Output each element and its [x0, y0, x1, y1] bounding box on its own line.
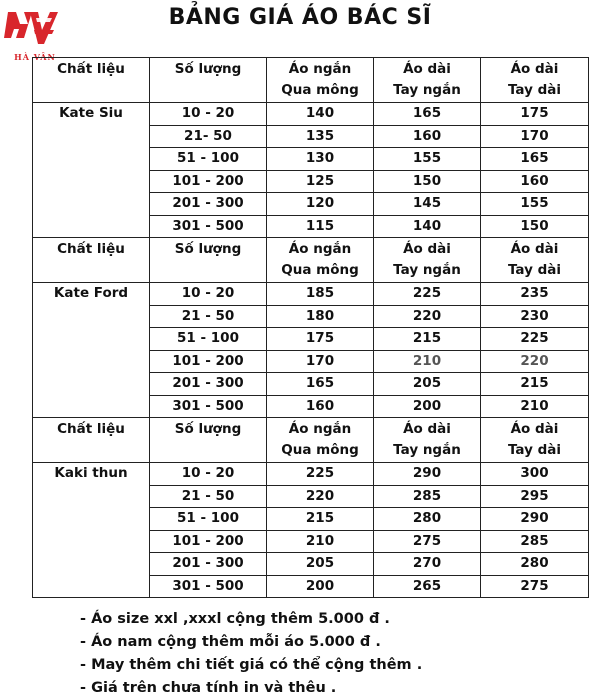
price-cell: 200: [267, 575, 374, 598]
quantity-cell: 301 - 500: [150, 395, 267, 418]
notes: [80, 608, 422, 700]
header-material: [33, 238, 150, 283]
quantity-cell: 10 - 20: [150, 103, 267, 126]
price-cell: 150: [374, 170, 481, 193]
header-long-coat-long-sleeve: [481, 418, 589, 463]
header-short-coat-line1: Áo ngắn: [288, 61, 352, 77]
price-cell: 210: [267, 530, 374, 553]
header-material-line1: Chất liệu: [57, 241, 125, 257]
price-cell: 230: [481, 305, 589, 328]
table-row: [33, 283, 589, 306]
material-cell: Kate Siu: [33, 103, 150, 238]
quantity-cell: 101 - 200: [150, 530, 267, 553]
header-quantity-line1: Số lượng: [174, 241, 242, 257]
header-short-coat: [267, 418, 374, 463]
price-cell: 285: [481, 530, 589, 553]
quantity-cell: 10 - 20: [150, 463, 267, 486]
header-long-coat-short-sleeve: [374, 418, 481, 463]
header-quantity-line1: Số lượng: [174, 61, 242, 77]
quantity-cell: 21- 50: [150, 125, 267, 148]
price-cell: 170: [481, 125, 589, 148]
header-quantity-line1: Số lượng: [174, 421, 242, 437]
price-cell: 135: [267, 125, 374, 148]
price-cell: 275: [374, 530, 481, 553]
price-cell: 140: [374, 215, 481, 238]
header-long-coat-short-sleeve: [374, 238, 481, 283]
price-cell: 155: [481, 193, 589, 216]
header-long-coat-short-sleeve-line1: Áo dài: [403, 421, 451, 437]
header-short-coat-line1: Áo ngắn: [288, 421, 352, 437]
price-cell: 150: [481, 215, 589, 238]
table-row: [33, 103, 589, 126]
price-cell: 120: [267, 193, 374, 216]
price-cell: 165: [267, 373, 374, 396]
price-cell: 220: [374, 305, 481, 328]
price-cell: 125: [267, 170, 374, 193]
header-material-line1: Chất liệu: [57, 421, 125, 437]
price-cell: 165: [374, 103, 481, 126]
quantity-cell: 21 - 50: [150, 485, 267, 508]
header-long-coat-short-sleeve-line2: Tay ngắn: [393, 82, 461, 98]
price-cell: 200: [374, 395, 481, 418]
header-long-coat-long-sleeve-line1: Áo dài: [510, 241, 559, 257]
price-cell: 175: [267, 328, 374, 351]
price-cell: 215: [374, 328, 481, 351]
header-material-line1: Chất liệu: [57, 61, 125, 77]
quantity-cell: 301 - 500: [150, 575, 267, 598]
price-cell: 170: [267, 350, 374, 373]
price-cell: 130: [267, 148, 374, 171]
header-long-coat-long-sleeve-line2: Tay dài: [507, 262, 562, 278]
quantity-cell: 51 - 100: [150, 508, 267, 531]
price-table-body: [33, 58, 589, 598]
table-header-row: [33, 58, 589, 103]
note-item: - Áo size xxl ,xxxl cộng thêm 5.000 đ .: [80, 611, 390, 627]
header-quantity: [150, 238, 267, 283]
price-cell: 220: [481, 350, 589, 373]
header-material: [33, 58, 150, 103]
table-header-row: [33, 238, 589, 283]
price-cell: 290: [374, 463, 481, 486]
price-cell: 225: [481, 328, 589, 351]
header-long-coat-short-sleeve: [374, 58, 481, 103]
table-header-row: [33, 418, 589, 463]
price-cell: 225: [267, 463, 374, 486]
price-cell: 115: [267, 215, 374, 238]
header-short-coat-line2: Qua mông: [281, 442, 359, 458]
price-cell: 155: [374, 148, 481, 171]
header-material: [33, 418, 150, 463]
quantity-cell: 101 - 200: [150, 350, 267, 373]
header-long-coat-short-sleeve-line2: Tay ngắn: [393, 262, 461, 278]
quantity-cell: 201 - 300: [150, 193, 267, 216]
header-quantity: [150, 418, 267, 463]
price-cell: 225: [374, 283, 481, 306]
header-short-coat: [267, 58, 374, 103]
quantity-cell: 21 - 50: [150, 305, 267, 328]
price-cell: 215: [267, 508, 374, 531]
note-item: - Áo nam cộng thêm mỗi áo 5.000 đ .: [80, 634, 381, 650]
header-long-coat-long-sleeve-line2: Tay dài: [507, 442, 562, 458]
header-long-coat-long-sleeve: [481, 58, 589, 103]
header-long-coat-long-sleeve: [481, 238, 589, 283]
price-table: [32, 57, 589, 598]
price-cell: 160: [481, 170, 589, 193]
price-cell: 160: [267, 395, 374, 418]
price-cell: 180: [267, 305, 374, 328]
material-cell: Kaki thun: [33, 463, 150, 598]
price-cell: 290: [481, 508, 589, 531]
price-cell: 270: [374, 553, 481, 576]
price-cell: 160: [374, 125, 481, 148]
price-cell: 285: [374, 485, 481, 508]
header-quantity: [150, 58, 267, 103]
note-item: - May thêm chi tiết giá có thể cộng thêm .: [80, 657, 423, 673]
quantity-cell: 201 - 300: [150, 553, 267, 576]
page-title: BẢNG GIÁ ÁO BÁC SĨ: [168, 5, 432, 30]
price-cell: 175: [481, 103, 589, 126]
quantity-cell: 201 - 300: [150, 373, 267, 396]
quantity-cell: 301 - 500: [150, 215, 267, 238]
price-cell: 205: [267, 553, 374, 576]
price-cell: 280: [481, 553, 589, 576]
price-cell: 185: [267, 283, 374, 306]
quantity-cell: 51 - 100: [150, 148, 267, 171]
header-short-coat-line2: Qua mông: [281, 82, 359, 98]
header-long-coat-short-sleeve-line1: Áo dài: [403, 241, 451, 257]
brand-logo-text: HÀ VÂN: [14, 52, 56, 62]
header-long-coat-long-sleeve-line1: Áo dài: [510, 421, 559, 437]
price-cell: 280: [374, 508, 481, 531]
table-row: [33, 463, 589, 486]
price-cell: 235: [481, 283, 589, 306]
price-cell: 265: [374, 575, 481, 598]
quantity-cell: 51 - 100: [150, 328, 267, 351]
price-cell: 145: [374, 193, 481, 216]
header-short-coat: [267, 238, 374, 283]
quantity-cell: 101 - 200: [150, 170, 267, 193]
price-cell: 215: [481, 373, 589, 396]
note-item: - Giá trên chưa tính in và thêu .: [80, 680, 337, 696]
price-cell: 210: [481, 395, 589, 418]
material-cell: Kate Ford: [33, 283, 150, 418]
price-cell: 220: [267, 485, 374, 508]
header-long-coat-long-sleeve-line2: Tay dài: [507, 82, 562, 98]
quantity-cell: 10 - 20: [150, 283, 267, 306]
price-cell: 300: [481, 463, 589, 486]
price-cell: 205: [374, 373, 481, 396]
header-long-coat-short-sleeve-line1: Áo dài: [403, 61, 451, 77]
price-cell: 165: [481, 148, 589, 171]
header-long-coat-short-sleeve-line2: Tay ngắn: [393, 442, 461, 458]
price-cell: 210: [374, 350, 481, 373]
header-long-coat-long-sleeve-line1: Áo dài: [510, 61, 559, 77]
price-cell: 295: [481, 485, 589, 508]
price-cell: 140: [267, 103, 374, 126]
header-short-coat-line2: Qua mông: [281, 262, 359, 278]
price-cell: 275: [481, 575, 589, 598]
header-short-coat-line1: Áo ngắn: [288, 241, 352, 257]
